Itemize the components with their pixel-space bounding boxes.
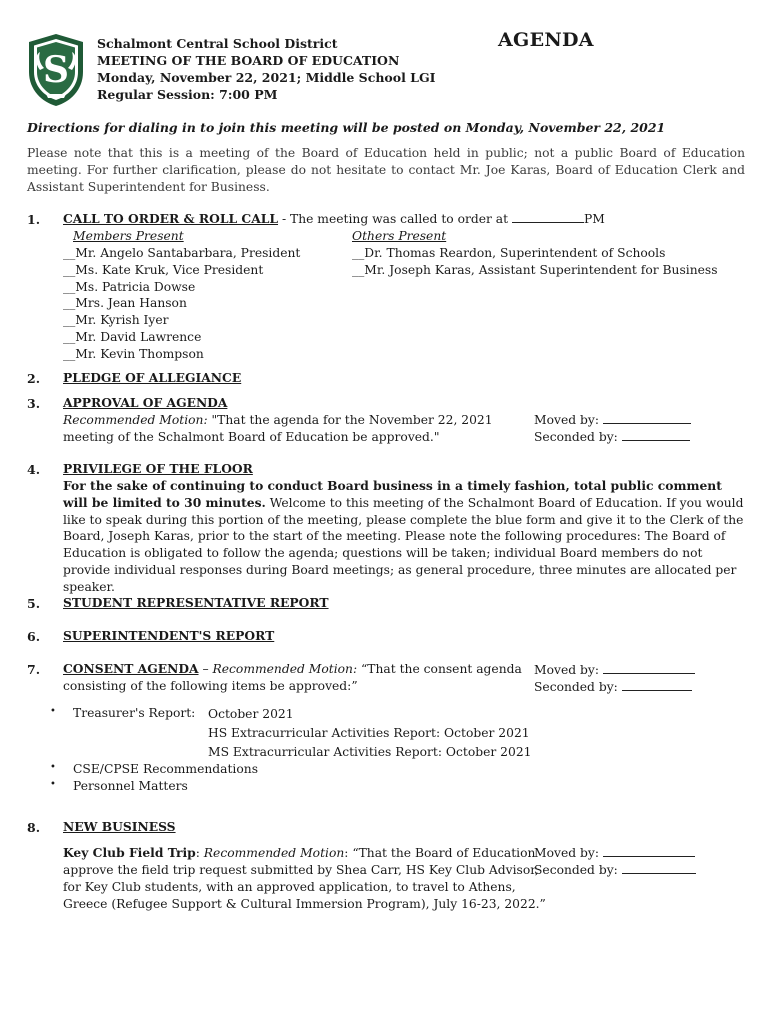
consent-item-cse: CSE/CPSE Recommendations [73, 762, 258, 776]
key-club-title: Key Club Field Trip [63, 845, 196, 860]
member-item: __Mrs. Jean Hanson [63, 296, 187, 311]
session-time: Regular Session: 7:00 PM [97, 87, 278, 102]
member-item: __Ms. Patricia Dowse [63, 279, 196, 294]
member-item: __Mr. Kyrish Iyer [63, 313, 169, 328]
directions-text: Directions for dialing in to join this meeting will be posted on Monday, November 22, 2021 [27, 120, 666, 135]
item-1-pm: PM [583, 212, 605, 226]
item-7-motion-text: “That the consent agenda [357, 662, 522, 676]
item-4-title: PRIVILEGE OF THE FLOOR [63, 461, 253, 476]
item-7-line [63, 661, 522, 678]
item-8-line: Greece (Refugee Support & Cultural Immersion Program), July 16-23, 2022.” [63, 896, 546, 911]
item-2-title: PLEDGE OF ALLEGIANCE [63, 370, 242, 385]
item-3-number: 3. [27, 396, 41, 411]
item-8-title: NEW BUSINESS [63, 819, 176, 834]
agenda-title: AGENDA [498, 29, 594, 51]
members-present-header: Members Present [73, 229, 184, 243]
item-8-line: for Key Club students, with an approved application, to travel to Athens, [63, 879, 516, 894]
time-blank [512, 211, 584, 223]
member-item: __Mr. Angelo Santabarbara, President [63, 246, 301, 260]
item-3-title: APPROVAL OF AGENDA [63, 395, 228, 410]
member-item: __Ms. Kate Kruk, Vice President [63, 262, 264, 277]
moved-by-blank [603, 845, 695, 857]
item-2-number: 2. [27, 371, 41, 386]
item-1-title: CALL TO ORDER & ROLL CALL [63, 211, 279, 226]
item-8-number: 8. [27, 820, 41, 835]
moved-by-blank [603, 412, 691, 424]
district-name: Schalmont Central School District [97, 36, 338, 51]
consent-item-personnel: Personnel Matters [73, 779, 188, 793]
item-8-motion-label: Recommended Motion [203, 846, 345, 860]
bullet-icon: • [50, 706, 56, 717]
district-logo [26, 32, 86, 108]
members-list [63, 245, 300, 363]
shield-logo-icon [26, 32, 86, 108]
item-8-motion [63, 845, 535, 862]
item-1-text: - The meeting was called to order at [278, 212, 512, 226]
seconded-by-blank [622, 679, 692, 691]
seconded-by-label: Seconded by: [534, 680, 618, 694]
item-3-motion-label: Recommended Motion: [63, 413, 208, 427]
seconded-by-label: Seconded by: [534, 863, 618, 877]
member-item: __Mr. Kevin Thompson [63, 346, 204, 361]
item-4-number: 4. [27, 462, 41, 477]
item-7-seconded-by [534, 679, 692, 696]
item-3-moved-by [534, 412, 691, 429]
others-present-header: Others Present [352, 229, 447, 243]
bullet-icon: • [50, 779, 56, 790]
other-item: __Dr. Thomas Reardon, Superintendent of Schools [352, 246, 666, 260]
others-list [352, 245, 718, 279]
item-3-seconded-by [534, 429, 690, 446]
moved-by-label: Moved by: [534, 413, 599, 427]
item-4-body [63, 478, 745, 596]
item-8-seconded-by [534, 862, 696, 879]
meeting-date-place: Monday, November 22, 2021; Middle School LGI [97, 70, 436, 85]
moved-by-blank [603, 662, 695, 674]
meeting-title: MEETING OF THE BOARD OF EDUCATION [97, 53, 400, 68]
seconded-by-blank [622, 862, 696, 874]
seconded-by-label: Seconded by: [534, 430, 618, 444]
member-item: __Mr. David Lawrence [63, 329, 202, 344]
item-5-title: STUDENT REPRESENTATIVE REPORT [63, 595, 329, 610]
item-3-motion-line2: meeting of the Schalmont Board of Education be approved." [63, 430, 440, 444]
bullet-icon: • [50, 762, 56, 773]
item-1-line [63, 211, 605, 228]
item-8-moved-by [534, 845, 695, 862]
item-7-motion-line2: consisting of the following items be approved:” [63, 679, 358, 693]
seconded-by-blank [622, 429, 690, 441]
item-8-line: approve the field trip request submitted by Shea Carr, HS Key Club Advisor, [63, 863, 539, 877]
item-7-motion-label: Recommended Motion: [212, 662, 358, 676]
other-item: __Mr. Joseph Karas, Assistant Superintendent for Business [352, 262, 718, 277]
item-4-bold-text: For the sake of continuing to conduct Board business in a timely fashion, total public comment will be limited to 30 minutes. [63, 478, 722, 510]
item-7-number: 7. [27, 662, 41, 677]
treasurer-item: October 2021 [208, 707, 294, 721]
treasurer-label: Treasurer's Report: [73, 706, 196, 720]
item-8-colon: : [195, 846, 204, 860]
item-6-number: 6. [27, 629, 41, 644]
item-7-dash: – [198, 662, 213, 676]
item-3-motion-text: "That the agenda for the November 22, 2021 [207, 413, 493, 427]
item-8-lines [63, 862, 546, 912]
moved-by-label: Moved by: [534, 663, 599, 677]
item-1-number: 1. [27, 212, 41, 227]
item-3-motion [63, 412, 493, 429]
item-6-title: SUPERINTENDENT'S REPORT [63, 628, 275, 643]
public-meeting-note: Please note that this is a meeting of the Board of Education held in public; not a public Board of Education meeting. For further clarification, please do not hesitate to contact Mr. Joe Karas, Board of Education Clerk and Assistant Superintendent for Business. [27, 146, 745, 194]
treasurer-item: HS Extracurricular Activities Report: October 2021 [208, 726, 530, 740]
item-8-motion-text: : “That the Board of Education [344, 846, 536, 860]
treasurer-item: MS Extracurricular Activities Report: October 2021 [208, 745, 532, 759]
treasurer-items [208, 705, 531, 762]
moved-by-label: Moved by: [534, 846, 599, 860]
svg-text:S: S [43, 49, 69, 91]
item-5-number: 5. [27, 596, 41, 611]
item-4-text: Welcome to this meeting of the Schalmont Board of Education. If you would like to speak during this portion of the meeting, please complete the blue form and give it to the Clerk of the Board, Joseph Karas, prior to the start of the meeting. Please note the following procedures: The Board of Education is obligated to follow the agenda; questions will be taken; individual Board members do not provide individual responses during Board meetings; as general procedure, three minutes are allocated per speaker. [63, 495, 744, 594]
item-7-title: CONSENT AGENDA [63, 661, 199, 676]
item-7-moved-by [534, 662, 695, 679]
